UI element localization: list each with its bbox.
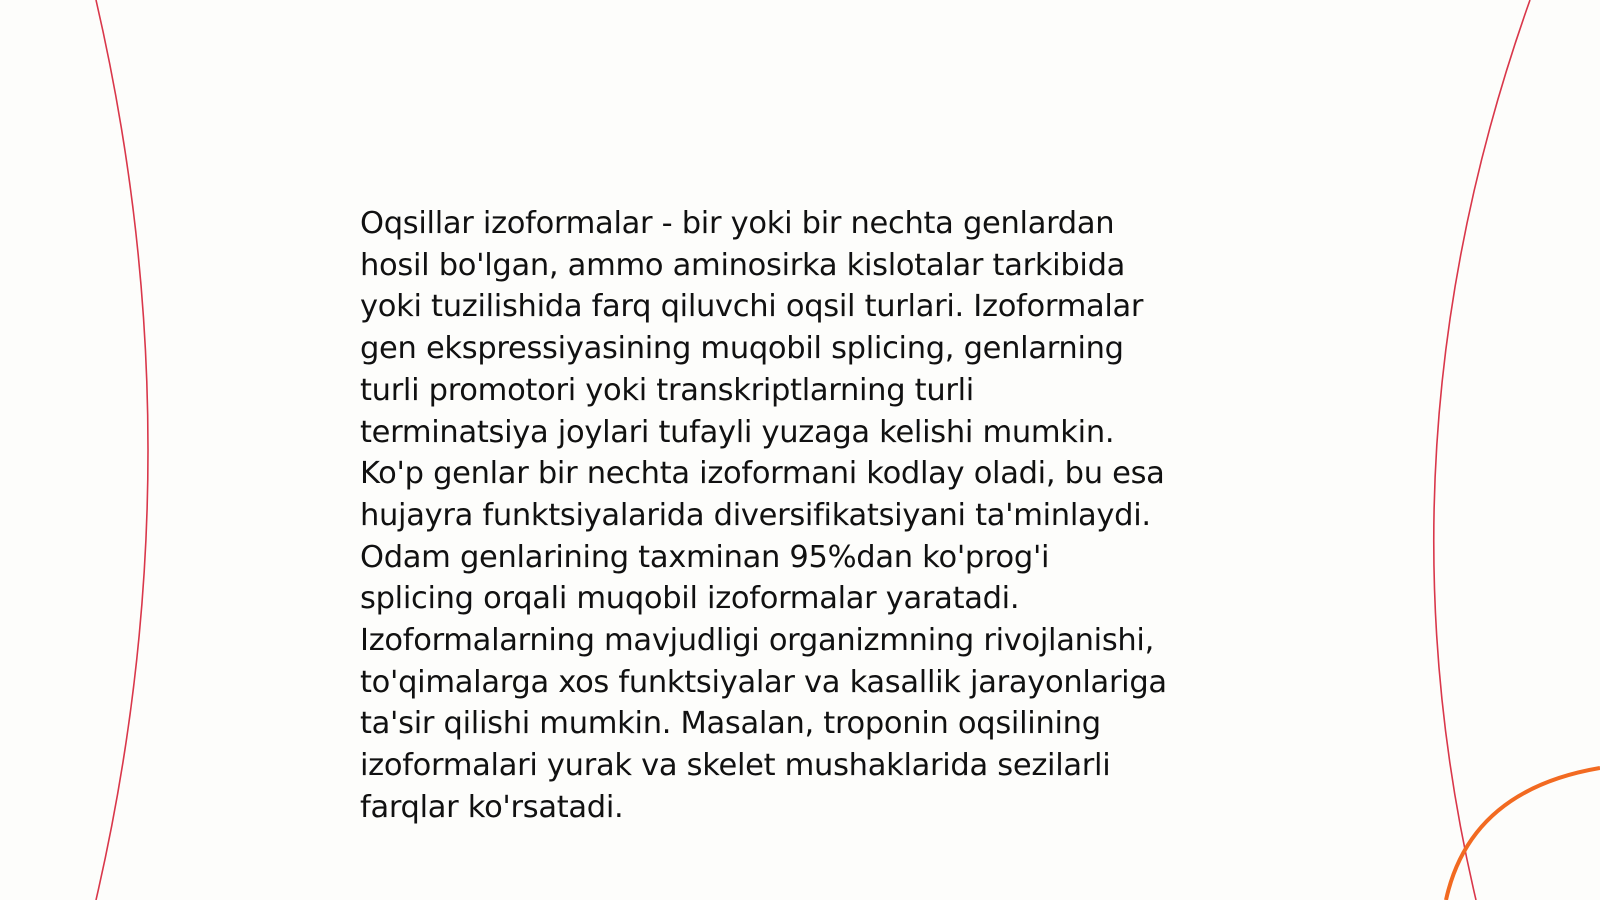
left-decorative-curve: [96, 0, 148, 900]
right-decorative-curve: [1434, 0, 1530, 900]
slide-body-text: Oqsillar izoformalar - bir yoki bir nechta genlardan hosil bo'lgan, ammo aminosirka kislotalar tarkibida yoki tuzilishida farq qiluvchi oqsil turlari. Izoformalar gen ekspressiyasining muqobil splicing, genlarning turli promotori yoki transkriptlarning turli terminatsiya joylari tufayli yuzaga kelishi mumkin. Ko'p genlar bir nechta izoformani kodlay oladi, bu esa hujayra funktsiyalarida diversifikatsiyani ta'minlaydi. Odam genlarining taxminan 95%dan ko'prog'i splicing orqali muqobil izoformalar yaratadi. Izoformalarning mavjudligi organizmning rivojlanishi, to'qimalarga xos funktsiyalar va kasallik jarayonlariga ta'sir qilishi mumkin. Masalan, troponin oqsilining izoformalari yurak va skelet mushaklarida sezilarli farqlar ko'rsatadi.: [360, 206, 1167, 825]
orange-arc-icon: [1446, 768, 1600, 900]
